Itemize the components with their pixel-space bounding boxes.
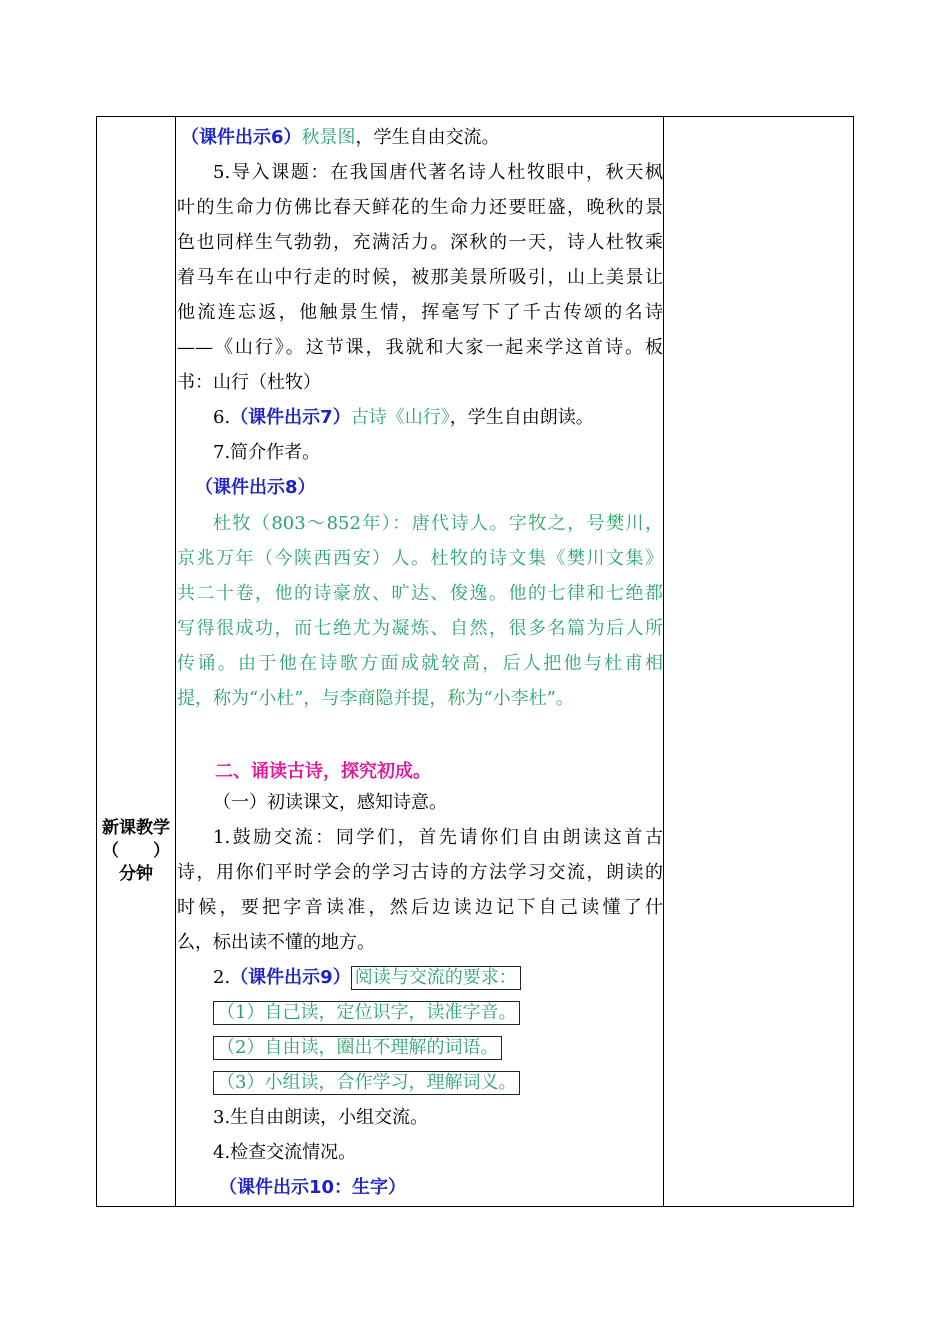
courseware-tag: （课件出示10：生字）	[219, 1177, 407, 1198]
section-label-title: 新课教学	[102, 818, 170, 838]
column-divider-left	[175, 117, 176, 1206]
text-line: 7.简介作者。	[213, 442, 321, 463]
text-line: 他流连忘返，他触景生情，挥毫写下了千古传颂的名诗	[177, 302, 663, 323]
section-label	[97, 817, 175, 886]
text-line: 5.导入课题：在我国唐代著名诗人杜牧眼中，秋天枫	[213, 162, 663, 183]
text-line: 时候，要把字音读准，然后边读边记下自己读懂了什	[177, 897, 663, 918]
text-line: 1.鼓励交流：同学们，首先请你们自由朗读这首古	[213, 827, 663, 848]
author-intro-line: 杜牧（803～852年）：唐代诗人。字牧之，号樊川，	[213, 513, 663, 534]
text-line: 么，标出读不懂的地方。	[177, 932, 375, 953]
author-intro-line: 京兆万年（今陕西西安）人。杜牧的诗文集《樊川文集》	[177, 548, 663, 569]
text-line: 书：山行（杜牧）	[177, 372, 321, 393]
lesson-table	[96, 116, 854, 1207]
requirement-line: （3）小组读，合作学习，理解词义。	[213, 1068, 699, 1098]
section-label-unit: 分钟	[119, 864, 153, 884]
author-intro-line: 共二十卷，他的诗豪放、旷达、俊逸。他的七律和七绝都	[177, 583, 663, 604]
text-line: 诗，用你们平时学会的学习古诗的方法学习交流，朗读的	[177, 862, 663, 883]
requirement-line: （1）自己读，定位识字，读准字音。	[213, 998, 699, 1028]
text-line: 叶的生命力仿佛比春天鲜花的生命力还要旺盛，晚秋的景	[177, 197, 663, 218]
text-line: 3.生自由朗读，小组交流。	[213, 1107, 429, 1128]
courseware-tag: （课件出示6）	[181, 127, 302, 148]
text-line: 色也同样生气勃勃，充满活力。深秋的一天，诗人杜牧乘	[177, 232, 663, 253]
author-intro-line: 提，称为“小杜”，与李商隐并提，称为“小李杜”。	[177, 688, 574, 709]
section-label-cell	[97, 117, 175, 1206]
section-heading: 二、诵读古诗，探究初成。	[215, 761, 431, 782]
courseware-tag: （课件出示9）	[230, 967, 351, 988]
text-line: 着马车在山中行走的时候，被那美景所吸引，山上美景让	[177, 267, 663, 288]
author-intro-line: 传诵。由于他在诗歌方面成就较高，后人把他与杜甫相	[177, 653, 663, 674]
text-line: 4.检查交流情况。	[213, 1142, 357, 1163]
text-line: （一）初读课文，感知诗意。	[213, 792, 447, 813]
section-label-blank: （ ）	[102, 841, 170, 861]
requirement-line: （2）自由读，圈出不理解的词语。	[213, 1033, 699, 1063]
courseware-tag: （课件出示8）	[195, 477, 316, 498]
text-line: ——《山行》。这节课，我就和大家一起来学这首诗。板	[177, 337, 663, 358]
text-line: 2.（课件出示9） 阅读与交流的要求：	[213, 963, 699, 993]
notes-cell	[665, 117, 853, 1206]
text-line: （课件出示6）秋景图，学生自由交流。	[181, 127, 500, 148]
text-line: 6.（课件出示7）古诗《山行》，学生自由朗读。	[213, 407, 594, 428]
requirement-box: 阅读与交流的要求：	[351, 966, 521, 990]
courseware-tag: （课件出示7）	[230, 407, 351, 428]
author-intro-line: 写得很成功，而七绝尤为凝炼、自然，很多名篇为后人所	[177, 618, 663, 639]
